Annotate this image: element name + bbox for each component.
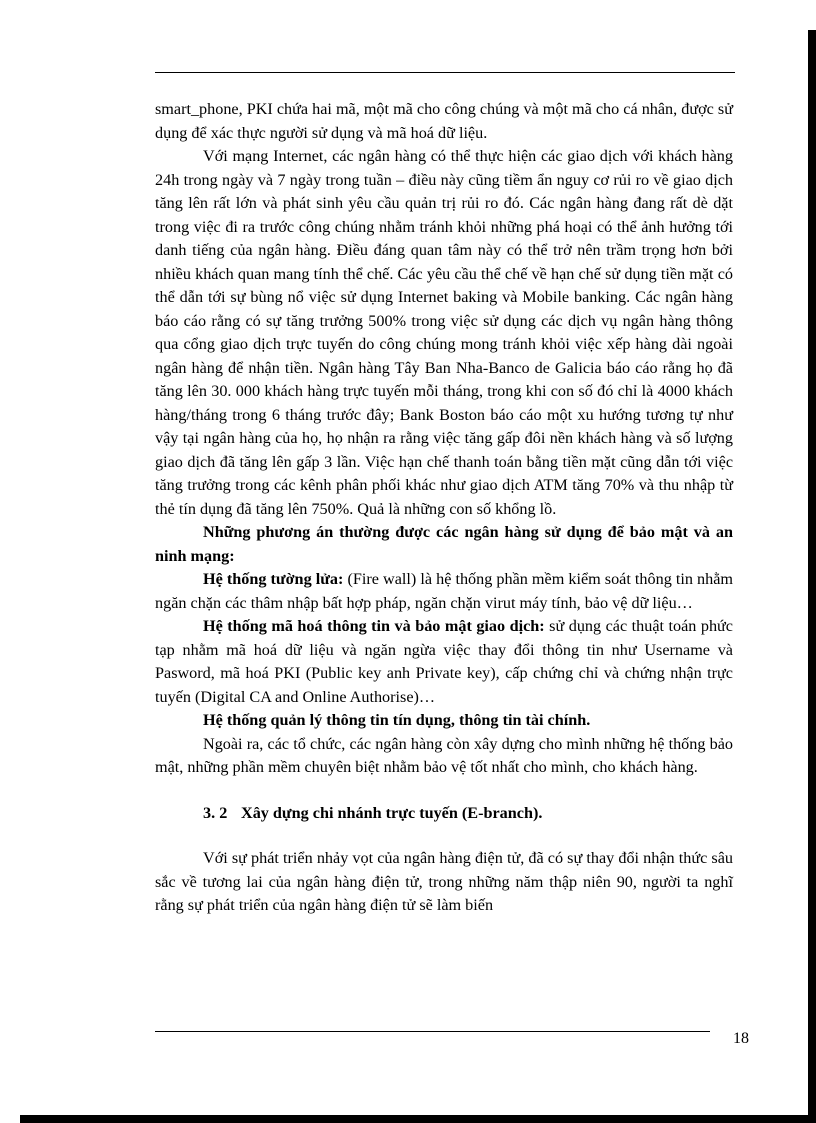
section-heading (155, 802, 733, 826)
page-shadow-bottom (20, 1115, 816, 1123)
paragraph-firewall (155, 568, 733, 615)
page-number: 18 (733, 1030, 749, 1047)
footer-rule (155, 1031, 710, 1032)
header-rule (155, 72, 735, 73)
term-credit-info: Hệ thống quản lý thông tin tín dụng, thông tin tài chính. (203, 711, 591, 729)
term-encryption: Hệ thống mã hoá thông tin và bảo mật giao dịch: (203, 617, 545, 635)
section-title: Xây dựng chi nhánh trực tuyến (E-branch). (241, 803, 543, 822)
paragraph-ebanking-growth: Với sự phát triển nhảy vọt của ngân hàng điện tử, đã có sự thay đổi nhận thức sâu sắc về tương lai của ngân hàng điện tử, trong những năm thập niên 90, người ta nghĩ rằng sự phát triển của ngân hàng điện tử sẽ làm biến (155, 849, 733, 914)
page-shadow-right (808, 30, 816, 1123)
page-body (155, 98, 733, 918)
paragraph-internet-risk: Với mạng Internet, các ngân hàng có thể thực hiện các giao dịch với khách hàng 24h trong ngày và 7 ngày trong tuần – điều này cũng tiềm ẩn nguy cơ rủi ro về giao dịch tăng lên rất lớn và phát sinh yêu cầu quản trị rủi ro đó. Các ngân hàng đang rất dè dặt trong việc đi ra trước công chúng nhằm tránh khỏi những phá hoại có thể ảnh hưởng tới danh tiếng của ngân hàng. Điều đáng quan tâm này có thể trở nên trầm trọng hơn bởi nhiều khách quan mang tính thể chế. Các yêu cầu thể chế về hạn chế sử dụng tiền mặt có thể dẫn tới sự bùng nổ việc sử dụng Internet baking và Mobile banking. Các ngân hàng báo cáo rằng có sự tăng trưởng 500% trong việc sử dụng các dịch vụ ngân hàng thông qua cổng giao dịch trực tuyến do công chúng mong tránh khỏi việc xếp hàng dài ngoài ngân hàng để nhận tiền. Ngân hàng Tây Ban Nha-Banco de Galicia báo cáo rằng họ đã tăng lên 30. 000 khách hàng trực tuyến mỗi tháng, trong khi con số đó chỉ là 4000 khách hàng/tháng trong 6 tháng trước đây; Bank Boston báo cáo một xu hướng tương tự như vậy tại ngân hàng của họ, họ nhận ra rằng việc tăng gấp đôi nền khách hàng và số lượng giao dịch đã tăng lên gấp 3 lần. Việc hạn chế thanh toán bằng tiền mặt cũng dẫn tới việc tăng trưởng trong các kênh phân phối khác như giao dịch ATM tăng 70% và thu nhập từ thẻ tín dụng đã tăng lên 750%. Quả là những con số khổng lồ. (155, 147, 733, 518)
paragraph-other-systems: Ngoài ra, các tổ chức, các ngân hàng còn xây dựng cho mình những hệ thống bảo mật, những phần mềm chuyên biệt nhằm bảo vệ tốt nhất cho mình, cho khách hàng. (155, 734, 733, 776)
heading-security-measures: Những phương án thường được các ngân hàng sử dụng để bảo mật và an ninh mạng: (155, 523, 733, 565)
paragraph-encryption (155, 615, 733, 709)
firewall-description: (Fire wall) là hệ thống phần mềm kiểm soát thông tin nhằm ngăn chặn các thâm nhập bất hợp pháp, ngăn chặn virut máy tính, bảo vệ dữ liệu… (155, 570, 733, 612)
section-number: 3. 2 (203, 803, 228, 822)
paragraph-pki: smart_phone, PKI chứa hai mã, một mã cho công chúng và một mã cho cá nhân, được sử dụng để xác thực người sử dụng và mã hoá dữ liệu. (155, 100, 733, 142)
term-firewall: Hệ thống tường lửa: (203, 570, 344, 588)
encryption-description: sử dụng các thuật toán phức tạp nhằm mã hoá dữ liệu và ngăn ngừa việc thay đổi thông tin như Username và Pasword, mã hoá PKI (Public key anh Private key), cấp chứng chỉ và chứng nhận trực tuyến (Digital CA and Online Authorise)… (155, 617, 733, 706)
